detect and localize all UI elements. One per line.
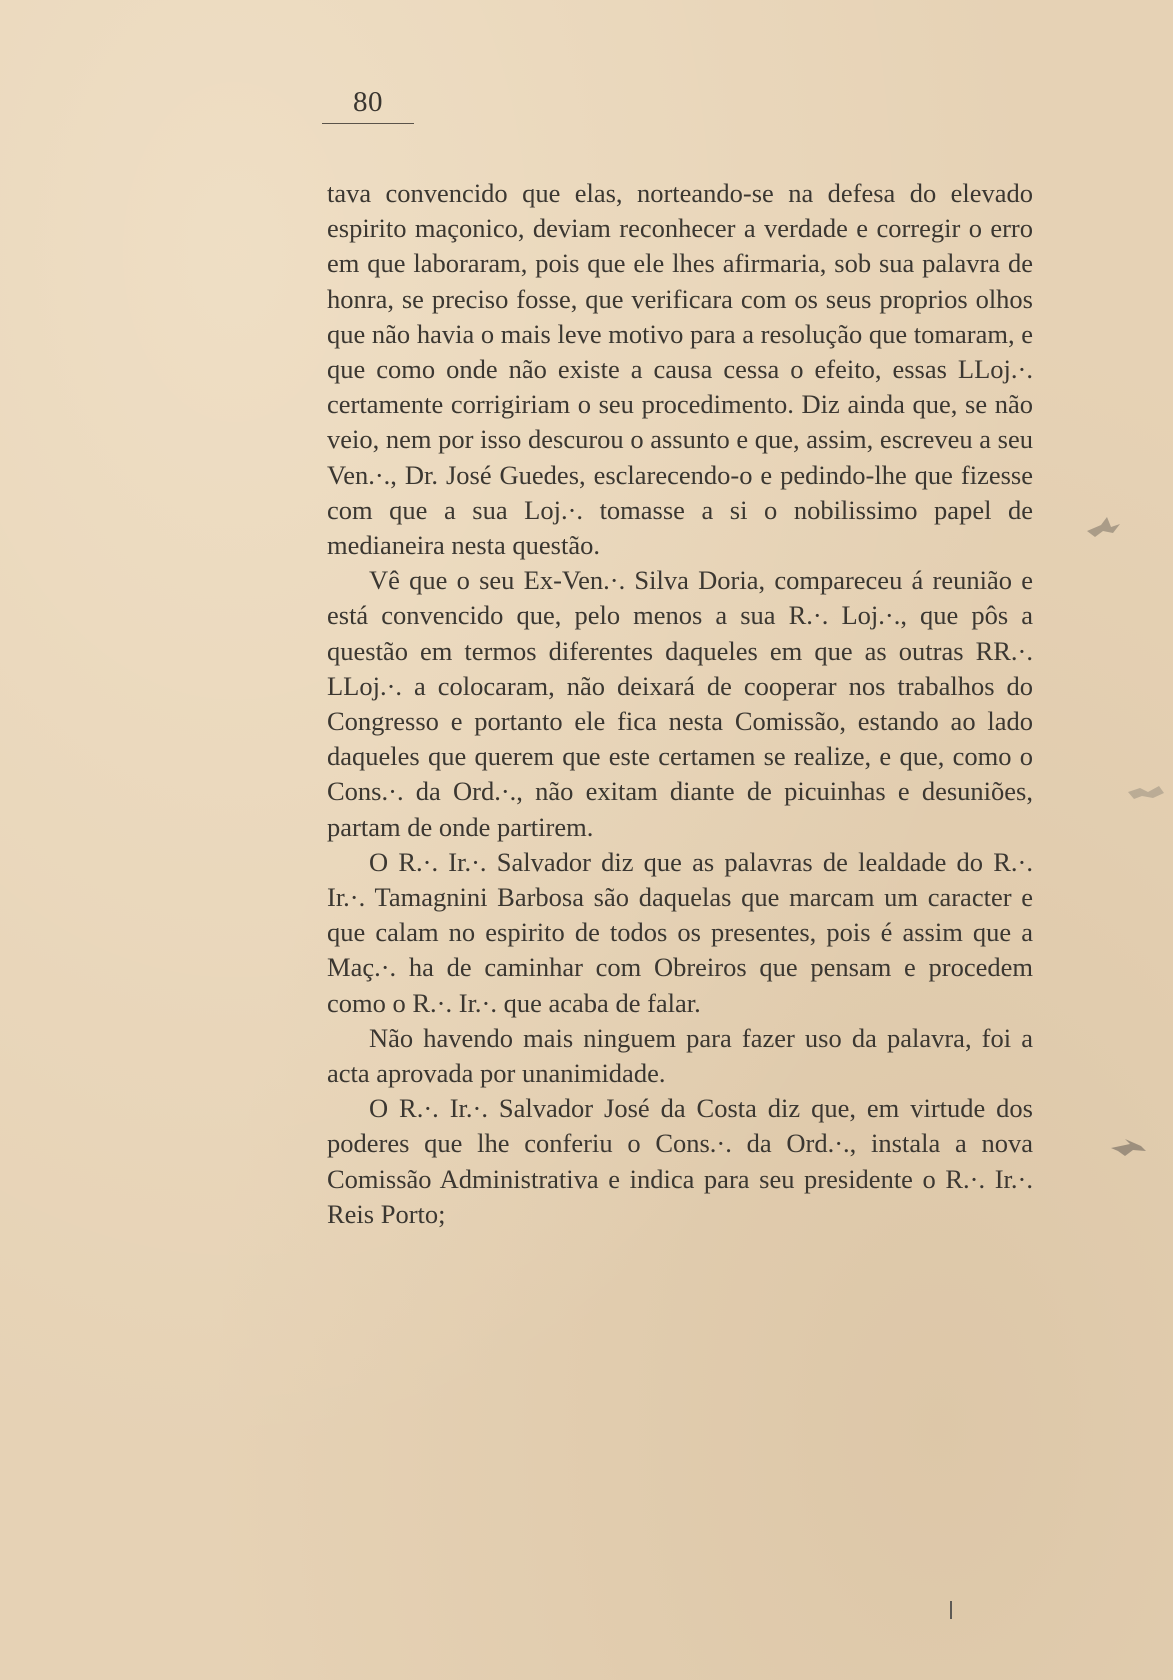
paragraph: tava convencido que elas, norteando-se na defesa do elevado espirito maçonico, deviam reconhecer a verdade e corregir o erro em que laboraram, pois que ele lhes afirmaria, sob sua palavra de honra, se preciso fosse, que verificara com os seus proprios olhos que não havia o mais leve motivo para a resolução que tomaram, e que como onde não existe a causa cessa o efeito, essas LLoj.·. certamente corrigiriam o seu procedimento. Diz ainda que, se não veio, nem por isso descurou o assunto e que, assim, escreveu a seu Ven.·., Dr. José Guedes, esclarecendo-o e pedindo-lhe que fizesse com que a sua Loj.·. tomasse a si o nobilissimo papel de medianeira nesta questão. (327, 178, 1033, 561)
paragraph: Não havendo mais ninguem para fazer uso da palavra, foi a acta aprovada por unanimidade. (327, 1022, 1033, 1089)
ink-blot-mark (1083, 515, 1123, 539)
paragraph: Vê que o seu Ex-Ven.·. Silva Doria, compareceu á reunião e está convencido que, pelo menos a sua R.·. Loj.·., que pôs a questão em termos diferentes daqueles em que as outras RR.·. LLoj.·. a colocaram, não deixará de cooperar nos trabalhos do Congresso e portanto ele fica nesta Comissão, estando ao lado daqueles que querem que este certamen se realize, e que, como o Cons.·. da Ord.·., não exitam diante de picuinhas e desuniões, partam de onde partirem. (327, 565, 1033, 842)
page-number: 80 (353, 86, 383, 118)
body-text (327, 176, 1033, 1232)
bottom-margin-mark (950, 1601, 952, 1619)
ink-blot-mark (1126, 780, 1166, 804)
page-number-rule (322, 123, 414, 124)
paragraph: O R.·. Ir.·. Salvador diz que as palavras de lealdade do R.·. Ir.·. Tamagnini Barbosa são daquelas que marcam um caracter e que calam no espirito de todos os presentes, pois é assim que a Maç.·. ha de caminhar com Obreiros que pensam e procedem como o R.·. Ir.·. que acaba de falar. (327, 846, 1033, 1018)
paragraph: O R.·. Ir.·. Salvador José da Costa diz que, em virtude dos poderes que lhe conferiu o Cons.·. da Ord.·., instala a nova Comissão Administrativa e indica para seu presidente o R.·. Ir.·. Reis Porto; (327, 1093, 1033, 1229)
ink-blot-mark (1108, 1136, 1148, 1160)
